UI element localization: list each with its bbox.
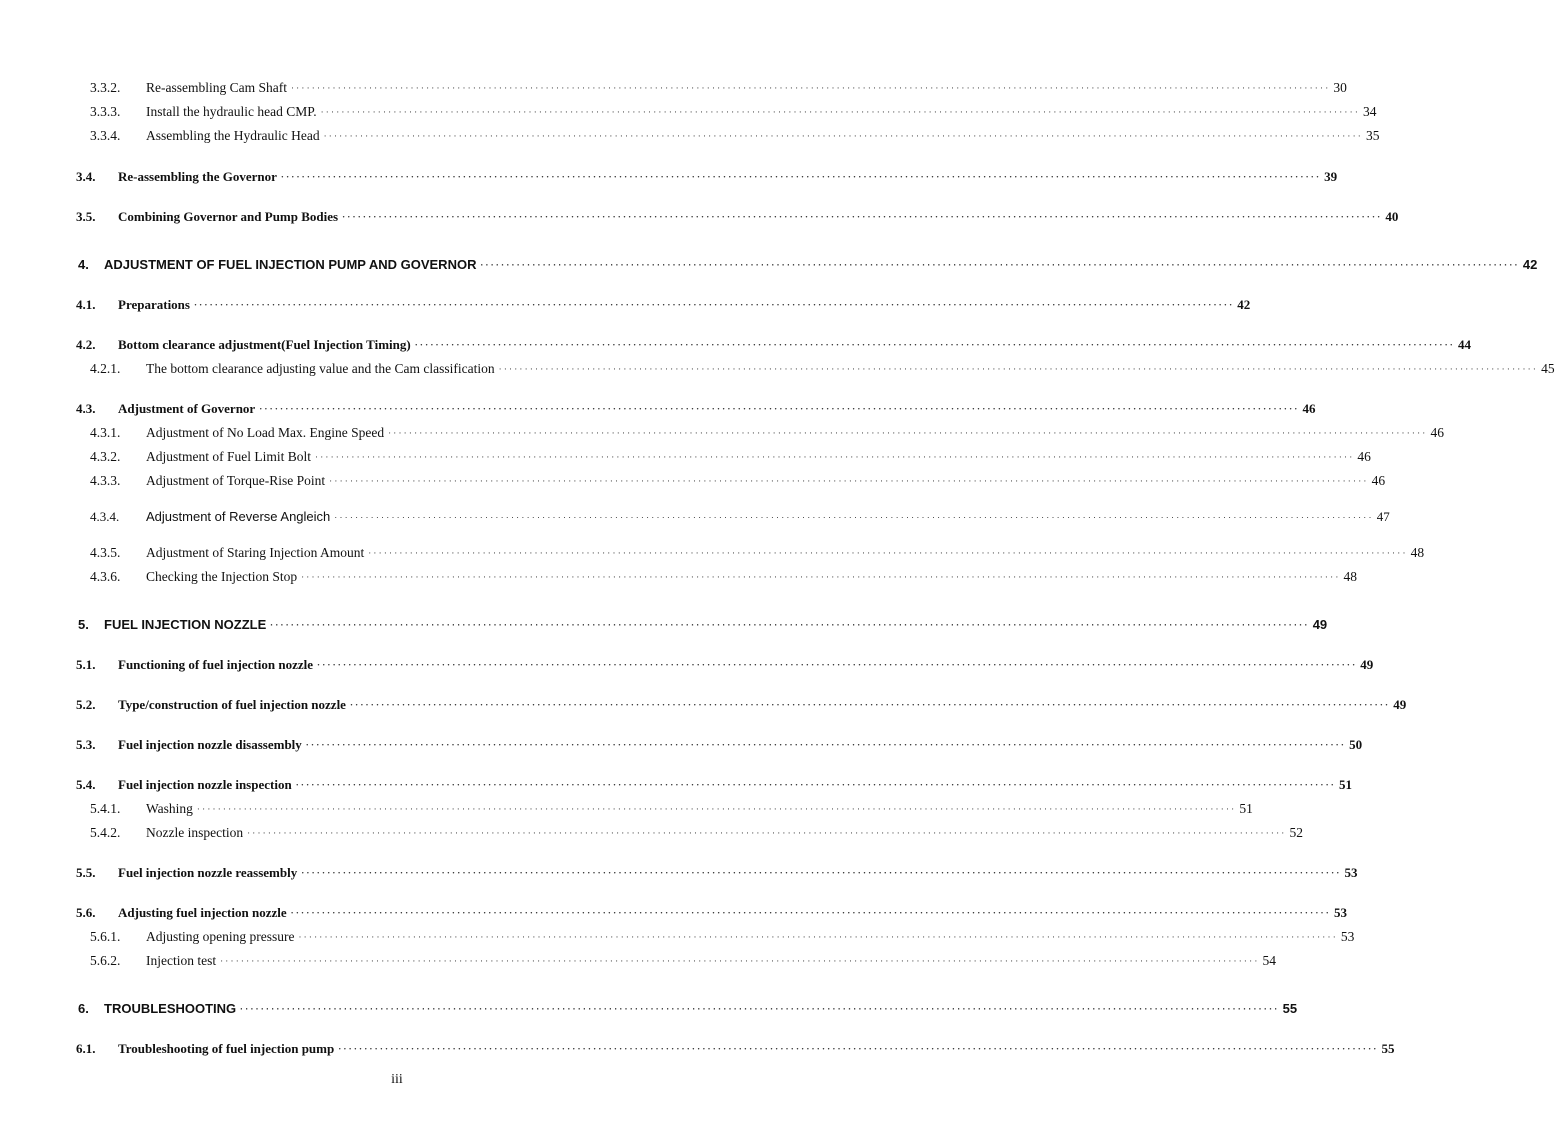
toc-entry-page: 39 [1324,169,1338,184]
dot-leader: ········································································································································································································ [317,660,1358,670]
toc-entry-line [118,903,1347,923]
dot-leader: ········································································································································································································ [290,83,1331,93]
dot-leader: ········································································································································································································ [220,956,1260,966]
toc-entry-title: Adjustment of No Load Max. Engine Speed [146,425,385,440]
dot-leader: ········································································································································································································ [342,212,1383,222]
toc-entry-page: 46 [1302,401,1316,416]
toc-entry-line [104,255,1538,275]
toc-entry-line [118,335,1472,355]
toc-entry-title: Re-assembling the Governor [118,169,277,184]
page-number: iii [391,1072,403,1087]
toc-entry-line [146,78,1347,98]
toc-entry-title: Preparations [118,297,190,312]
toc-entry-line [118,695,1407,715]
toc-entry-page: 54 [1262,953,1277,968]
toc-entry-page: 48 [1410,545,1425,560]
toc-entry-line [146,927,1355,947]
toc-entry-number: 4.3.1. [90,425,121,440]
toc-entry[interactable] [0,471,1386,491]
toc-entry-number: 5.2. [76,697,96,712]
toc-entry-line [146,823,1304,843]
toc-entry-line [146,359,1555,379]
toc-entry-line [104,999,1298,1019]
toc-entry-title: Install the hydraulic head CMP. [146,104,317,119]
toc-entry-title: Type/construction of fuel injection nozzle [118,697,346,712]
toc-entry-line [104,615,1328,635]
toc-entry-number: 5.4.2. [90,825,121,840]
toc-entry-title: Fuel injection nozzle disassembly [118,737,302,752]
toc-entry-page: 42 [1522,257,1538,272]
toc-entry[interactable] [0,655,1374,675]
dot-leader: ········································································································································································································ [498,364,1539,374]
toc-entry-page: 46 [1430,425,1445,440]
toc-entry[interactable] [0,423,1445,443]
toc-chapter[interactable] [0,255,1538,275]
toc-entry[interactable] [0,735,1363,755]
toc-entry-title: Adjustment of Governor [118,401,256,416]
toc-entry[interactable] [0,903,1347,923]
dot-leader: ········································································································································································································ [368,548,1408,558]
dot-leader: ········································································································································································································ [259,404,1300,414]
toc-entry-page: 55 [1381,1041,1395,1056]
toc-entry-title: Re-assembling Cam Shaft [146,80,287,95]
toc-entry-page: 49 [1360,657,1374,672]
dot-leader: ········································································································································································································ [329,476,1369,486]
toc-entry-number: 4.3.2. [90,449,121,464]
toc-entry-page: 44 [1458,337,1472,352]
toc-entry[interactable] [0,359,1555,379]
toc-entry[interactable] [0,447,1371,467]
toc-entry-line [118,1039,1395,1059]
toc-entry[interactable] [0,295,1251,315]
toc-entry[interactable] [0,399,1316,419]
toc-entry-title: Injection test [146,953,217,968]
toc-entry[interactable] [0,507,1390,527]
dot-leader: ········································································································································································································ [388,428,1428,438]
dot-leader: ········································································································································································································ [295,780,1336,790]
toc-entry-page: 49 [1393,697,1407,712]
dot-leader: ········································································································································································································ [338,1044,1379,1054]
toc-entry-line [146,507,1390,527]
toc-entry-title: Functioning of fuel injection nozzle [118,657,313,672]
toc-entry-page: 46 [1357,449,1371,464]
toc-entry[interactable] [0,927,1355,947]
toc-entry-title: Troubleshooting of fuel injection pump [118,1041,335,1056]
toc-entry-line [146,951,1277,971]
toc-entry-title: FUEL INJECTION NOZZLE [104,617,267,632]
toc-entry-page: 40 [1385,209,1399,224]
toc-entry[interactable] [0,823,1304,843]
toc-entry-page: 53 [1333,905,1347,920]
toc-entry-number: 4.3.6. [90,569,121,584]
toc-entry-number: 3.5. [76,209,96,224]
toc-entry-page: 48 [1343,569,1358,584]
toc-entry[interactable] [0,951,1277,971]
toc-entry-line [146,543,1425,563]
toc-entry-number: 3.3.2. [90,80,121,95]
toc-entry[interactable] [0,126,1380,146]
toc-entry-title: Fuel injection nozzle inspection [118,777,292,792]
toc-entry-number: 6. [78,1001,89,1016]
toc-entry-title: TROUBLESHOOTING [104,1001,237,1016]
dot-leader: ········································································································································································································ [247,828,1287,838]
toc-entry[interactable] [0,863,1358,883]
toc-entry-page: 42 [1237,297,1251,312]
toc-entry-page: 51 [1338,777,1352,792]
toc-entry-number: 5.3. [76,737,96,752]
toc-entry[interactable] [0,1039,1395,1059]
toc-entry-number: 5.4.1. [90,801,121,816]
toc-entry-number: 5.4. [76,777,96,792]
toc-entry-page: 55 [1282,1001,1298,1016]
dot-leader: ········································································································································································································ [193,300,1235,310]
dot-leader: ········································································································································································································ [480,260,1520,270]
toc-entry-line [146,102,1377,122]
toc-entry[interactable] [0,335,1472,355]
toc-entry-number: 4.3.5. [90,545,121,560]
toc-entry-number: 4.2.1. [90,361,121,376]
toc-entry-line [118,655,1374,675]
toc-entry-title: Combining Governor and Pump Bodies [118,209,339,224]
toc-entry-number: 5.6.1. [90,929,121,944]
toc-entry[interactable] [0,102,1377,122]
toc-entry-line [146,567,1358,587]
toc-entry[interactable] [0,799,1253,819]
toc-entry-title: Adjusting opening pressure [146,929,295,944]
dot-leader: ········································································································································································································ [349,700,1391,710]
toc-entry-title: Adjustment of Staring Injection Amount [146,545,365,560]
toc-entry-number: 4. [78,257,89,272]
toc-entry-page: 50 [1349,737,1363,752]
dot-leader: ········································································································································································································ [298,932,1338,942]
toc-entry-title: Fuel injection nozzle reassembly [118,865,298,880]
toc-entry-line [118,207,1399,227]
toc-entry-line [146,126,1380,146]
toc-entry-number: 5.6.2. [90,953,121,968]
toc-entry-page: 45 [1541,361,1555,376]
toc-entry-number: 5.6. [76,905,96,920]
toc-entry-page: 47 [1376,509,1390,524]
dot-leader: ········································································································································································································ [323,131,1364,141]
toc-entry-number: 3.4. [76,169,96,184]
toc-entry-number: 5. [78,617,89,632]
toc-entry[interactable] [0,167,1338,187]
toc-entry-line [146,423,1445,443]
toc-entry-page: 30 [1333,80,1347,95]
toc-entry-page: 52 [1289,825,1304,840]
toc-entry-title: Washing [146,801,193,816]
toc-entry-line [118,167,1338,187]
dot-leader: ········································································································································································································ [334,512,1374,522]
toc-entry-line [146,799,1253,819]
toc-entry-title: ADJUSTMENT OF FUEL INJECTION PUMP AND GOVERNOR [104,257,477,272]
toc-entry-line [118,295,1251,315]
toc-entry-title: Adjustment of Torque-Rise Point [146,473,326,488]
dot-leader: ········································································································································································································ [301,868,1342,878]
toc-entry-line [146,471,1386,491]
toc-entry-title: Adjustment of Reverse Angleich [146,509,331,524]
toc-entry-title: Checking the Injection Stop [146,569,298,584]
toc-entry-number: 5.1. [76,657,96,672]
toc-entry-title: Bottom clearance adjustment(Fuel Injection Timing) [118,337,411,352]
toc-entry-title: Adjusting fuel injection nozzle [118,905,287,920]
toc-entry[interactable] [0,775,1352,795]
toc-entry[interactable] [0,543,1425,563]
dot-leader: ········································································································································································································ [280,172,1322,182]
dot-leader: ········································································································································································································ [290,908,1331,918]
toc-entry-line [118,863,1358,883]
toc-entry-number: 5.5. [76,865,96,880]
toc-entry-number: 4.1. [76,297,96,312]
toc-entry-page: 49 [1312,617,1328,632]
dot-leader: ········································································································································································································ [240,1004,1280,1014]
toc-entry-line [118,775,1352,795]
dot-leader: ········································································································································································································ [301,572,1341,582]
toc-entry-line [118,735,1363,755]
dot-leader: ········································································································································································································ [315,452,1355,462]
toc-entry[interactable] [0,567,1358,587]
toc-entry-title: Adjustment of Fuel Limit Bolt [146,449,311,464]
toc-chapter[interactable] [0,615,1328,635]
toc-entry-title: The bottom clearance adjusting value and the Cam classification [146,361,495,376]
toc-entry-line [118,399,1316,419]
dot-leader: ········································································································································································································ [320,107,1361,117]
toc-entry-page: 53 [1344,865,1358,880]
toc-entry[interactable] [0,207,1399,227]
dot-leader: ········································································································································································································ [270,620,1310,630]
toc-entry-number: 4.3.3. [90,473,121,488]
toc-entry-page: 53 [1340,929,1355,944]
toc-chapter[interactable] [0,999,1298,1019]
toc-entry-title: Nozzle inspection [146,825,244,840]
toc-entry-number: 4.3.4. [90,509,120,524]
toc-entry-page: 51 [1239,801,1253,816]
toc-entry-page: 35 [1366,128,1380,143]
dot-leader: ········································································································································································································ [305,740,1347,750]
toc-entry-number: 4.2. [76,337,96,352]
toc-entry-line [146,447,1371,467]
dot-leader: ········································································································································································································ [196,804,1237,814]
toc-entry-page: 34 [1363,104,1377,119]
toc-entry-number: 3.3.3. [90,104,121,119]
dot-leader: ········································································································································································································ [414,340,1456,350]
toc-entry-page: 46 [1371,473,1386,488]
toc-entry[interactable] [0,695,1407,715]
toc-entry-number: 4.3. [76,401,96,416]
toc-entry[interactable] [0,78,1347,98]
toc-entry-number: 3.3.4. [90,128,121,143]
toc-entry-number: 6.1. [76,1041,96,1056]
toc-entry-title: Assembling the Hydraulic Head [146,128,320,143]
